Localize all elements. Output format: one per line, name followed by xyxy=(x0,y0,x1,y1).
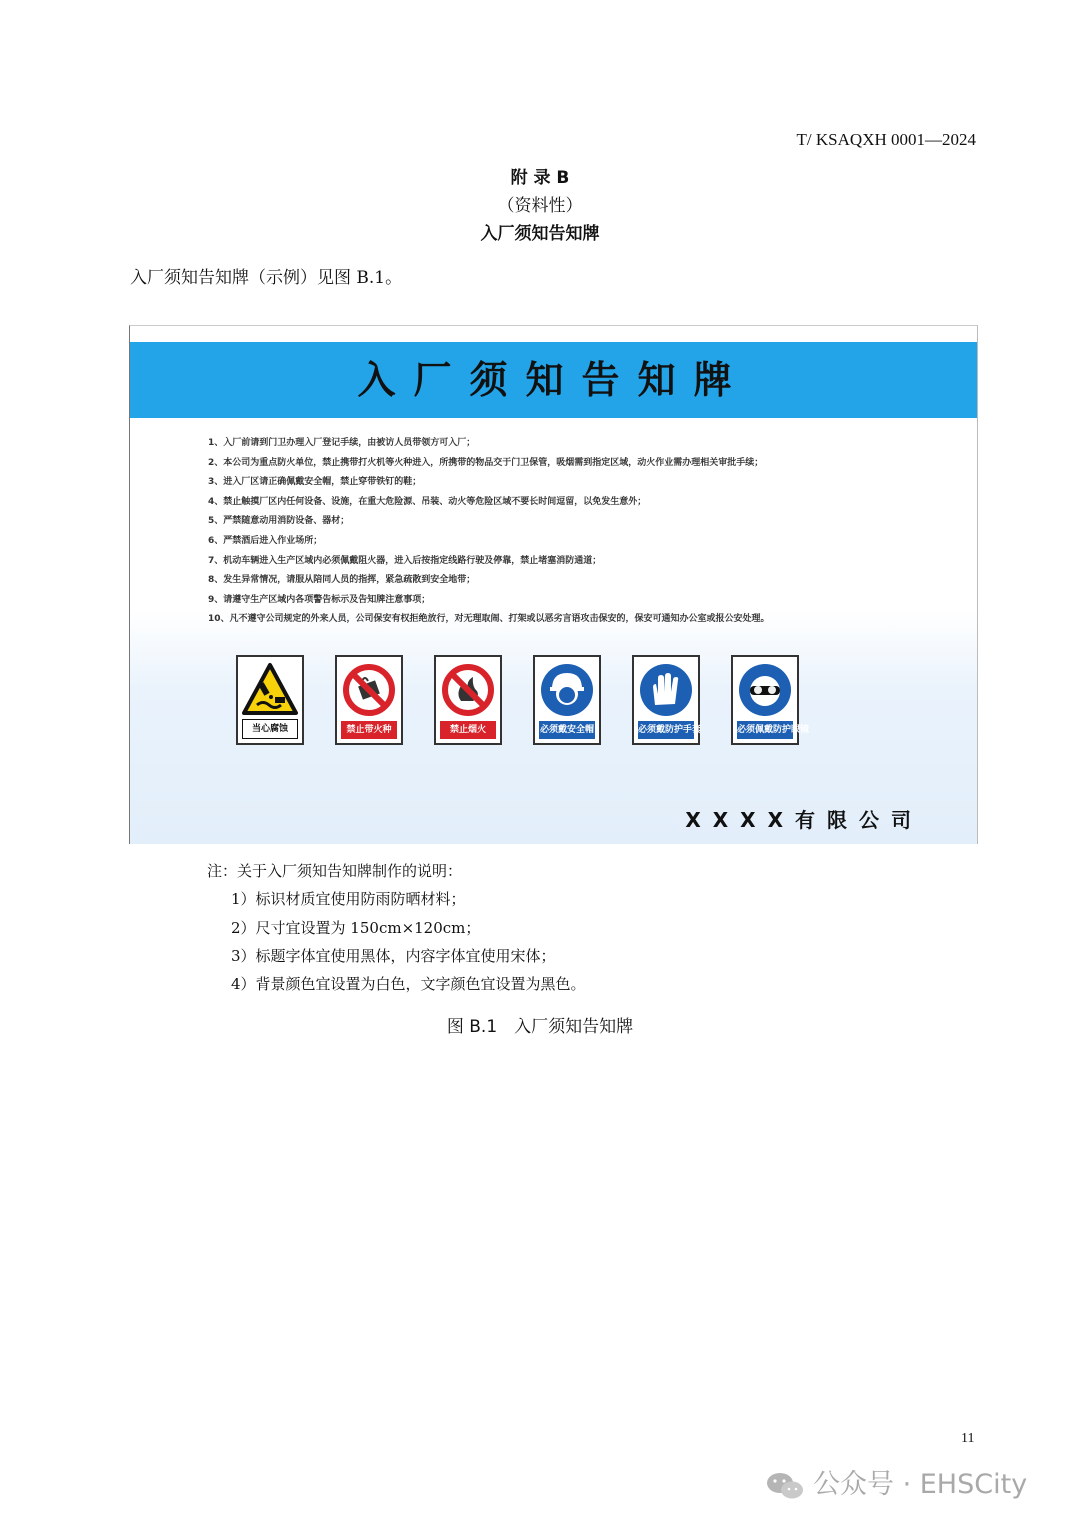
note-item: 3）标题字体宜使用黑体，内容字体宜使用宋体； xyxy=(231,946,556,965)
rule-item: 3、进入厂区请正确佩戴安全帽，禁止穿带铁钉的鞋； xyxy=(208,477,422,488)
rule-item: 7、机动车辆进入生产区域内必须佩戴阻火器，进入后按指定线路行驶及停靠，禁止堵塞消防通道； xyxy=(208,555,602,566)
appendix-title: 入厂须知告知牌 xyxy=(480,224,600,244)
notice-board-title: 入厂须知告知牌 xyxy=(357,358,750,402)
standard-code: T/ KSAQXH 0001—2024 xyxy=(796,130,976,149)
wear-helmet-icon xyxy=(538,661,596,719)
icon-label: 当心腐蚀 xyxy=(242,719,298,739)
rule-item: 5、严禁随意动用消防设备、器材； xyxy=(208,516,350,527)
no-fire-source-icon xyxy=(340,661,398,719)
corrosion-warning-sign xyxy=(236,655,304,745)
icon-label: 必须佩戴防护眼镜 xyxy=(737,721,793,739)
notes-section xyxy=(207,857,586,998)
corrosion-warning-icon xyxy=(241,661,299,719)
no-fire-source-sign xyxy=(335,655,403,745)
watermark xyxy=(765,1462,1027,1501)
appendix-heading xyxy=(0,164,1080,248)
wear-gloves-sign xyxy=(632,655,700,745)
note-item: 2）尺寸宜设置为 150cm×120cm； xyxy=(231,918,481,937)
wechat-icon xyxy=(765,1471,805,1501)
watermark-text: 公众号 · EHSCity xyxy=(813,1469,1028,1500)
wear-goggles-icon xyxy=(736,661,794,719)
rule-item: 4、禁止触摸厂区内任何设备、设施，在重大危险源、吊装、动火等危险区域不要长时间逗留，以免发生意外； xyxy=(208,496,647,507)
no-smoking-fire-sign xyxy=(434,655,502,745)
icon-label: 禁止烟火 xyxy=(440,721,496,739)
icon-label: 禁止带火种 xyxy=(341,721,397,739)
note-item: 1）标识材质宜使用防雨防晒材料； xyxy=(231,890,466,909)
intro-paragraph: 入厂须知告知牌（示例）见图 B.1。 xyxy=(130,268,403,288)
appendix-label: 附 录 B xyxy=(510,168,570,188)
wear-goggles-sign xyxy=(731,655,810,745)
rule-item: 2、本公司为重点防火单位，禁止携带打火机等火种进入，所携带的物品交于门卫保管，吸烟需到指定区域，动火作业需办理相关审批手续； xyxy=(208,457,764,468)
rule-item: 9、请遵守生产区域内各项警告标示及告知牌注意事项； xyxy=(208,594,431,605)
page-number: 11 xyxy=(961,1431,975,1446)
note-item: 4）背景颜色宜设置为白色，文字颜色宜设置为黑色。 xyxy=(231,975,586,994)
notice-board-header xyxy=(130,342,977,418)
wear-helmet-sign xyxy=(533,655,601,745)
notes-heading: 注：关于入厂须知告知牌制作的说明： xyxy=(207,862,463,880)
rule-item: 8、发生异常情况，请服从陪同人员的指挥，紧急疏散到安全地带； xyxy=(208,575,476,586)
company-name: XXXX有限公司 xyxy=(685,808,923,832)
notice-board-figure xyxy=(129,325,978,844)
figure-caption: 图 B.1 入厂须知告知牌 xyxy=(446,1017,634,1037)
icon-label: 必须戴安全帽 xyxy=(539,721,595,739)
icon-label: 必须戴防护手套 xyxy=(638,721,694,739)
rule-item: 10、凡不遵守公司规定的外来人员，公司保安有权拒绝放行，对无理取闹、打架或以恶劣言语攻击保安的，保安可通知办公室或报公安处理。 xyxy=(208,614,770,625)
wear-gloves-icon xyxy=(637,661,695,719)
rule-item: 1、入厂前请到门卫办理入厂登记手续，由被访人员带领方可入厂； xyxy=(208,438,476,448)
appendix-type: （资料性） xyxy=(497,196,583,216)
rules-list xyxy=(208,434,770,630)
no-smoking-fire-icon xyxy=(439,661,497,719)
rule-item: 6、严禁酒后进入作业场所； xyxy=(208,535,323,546)
